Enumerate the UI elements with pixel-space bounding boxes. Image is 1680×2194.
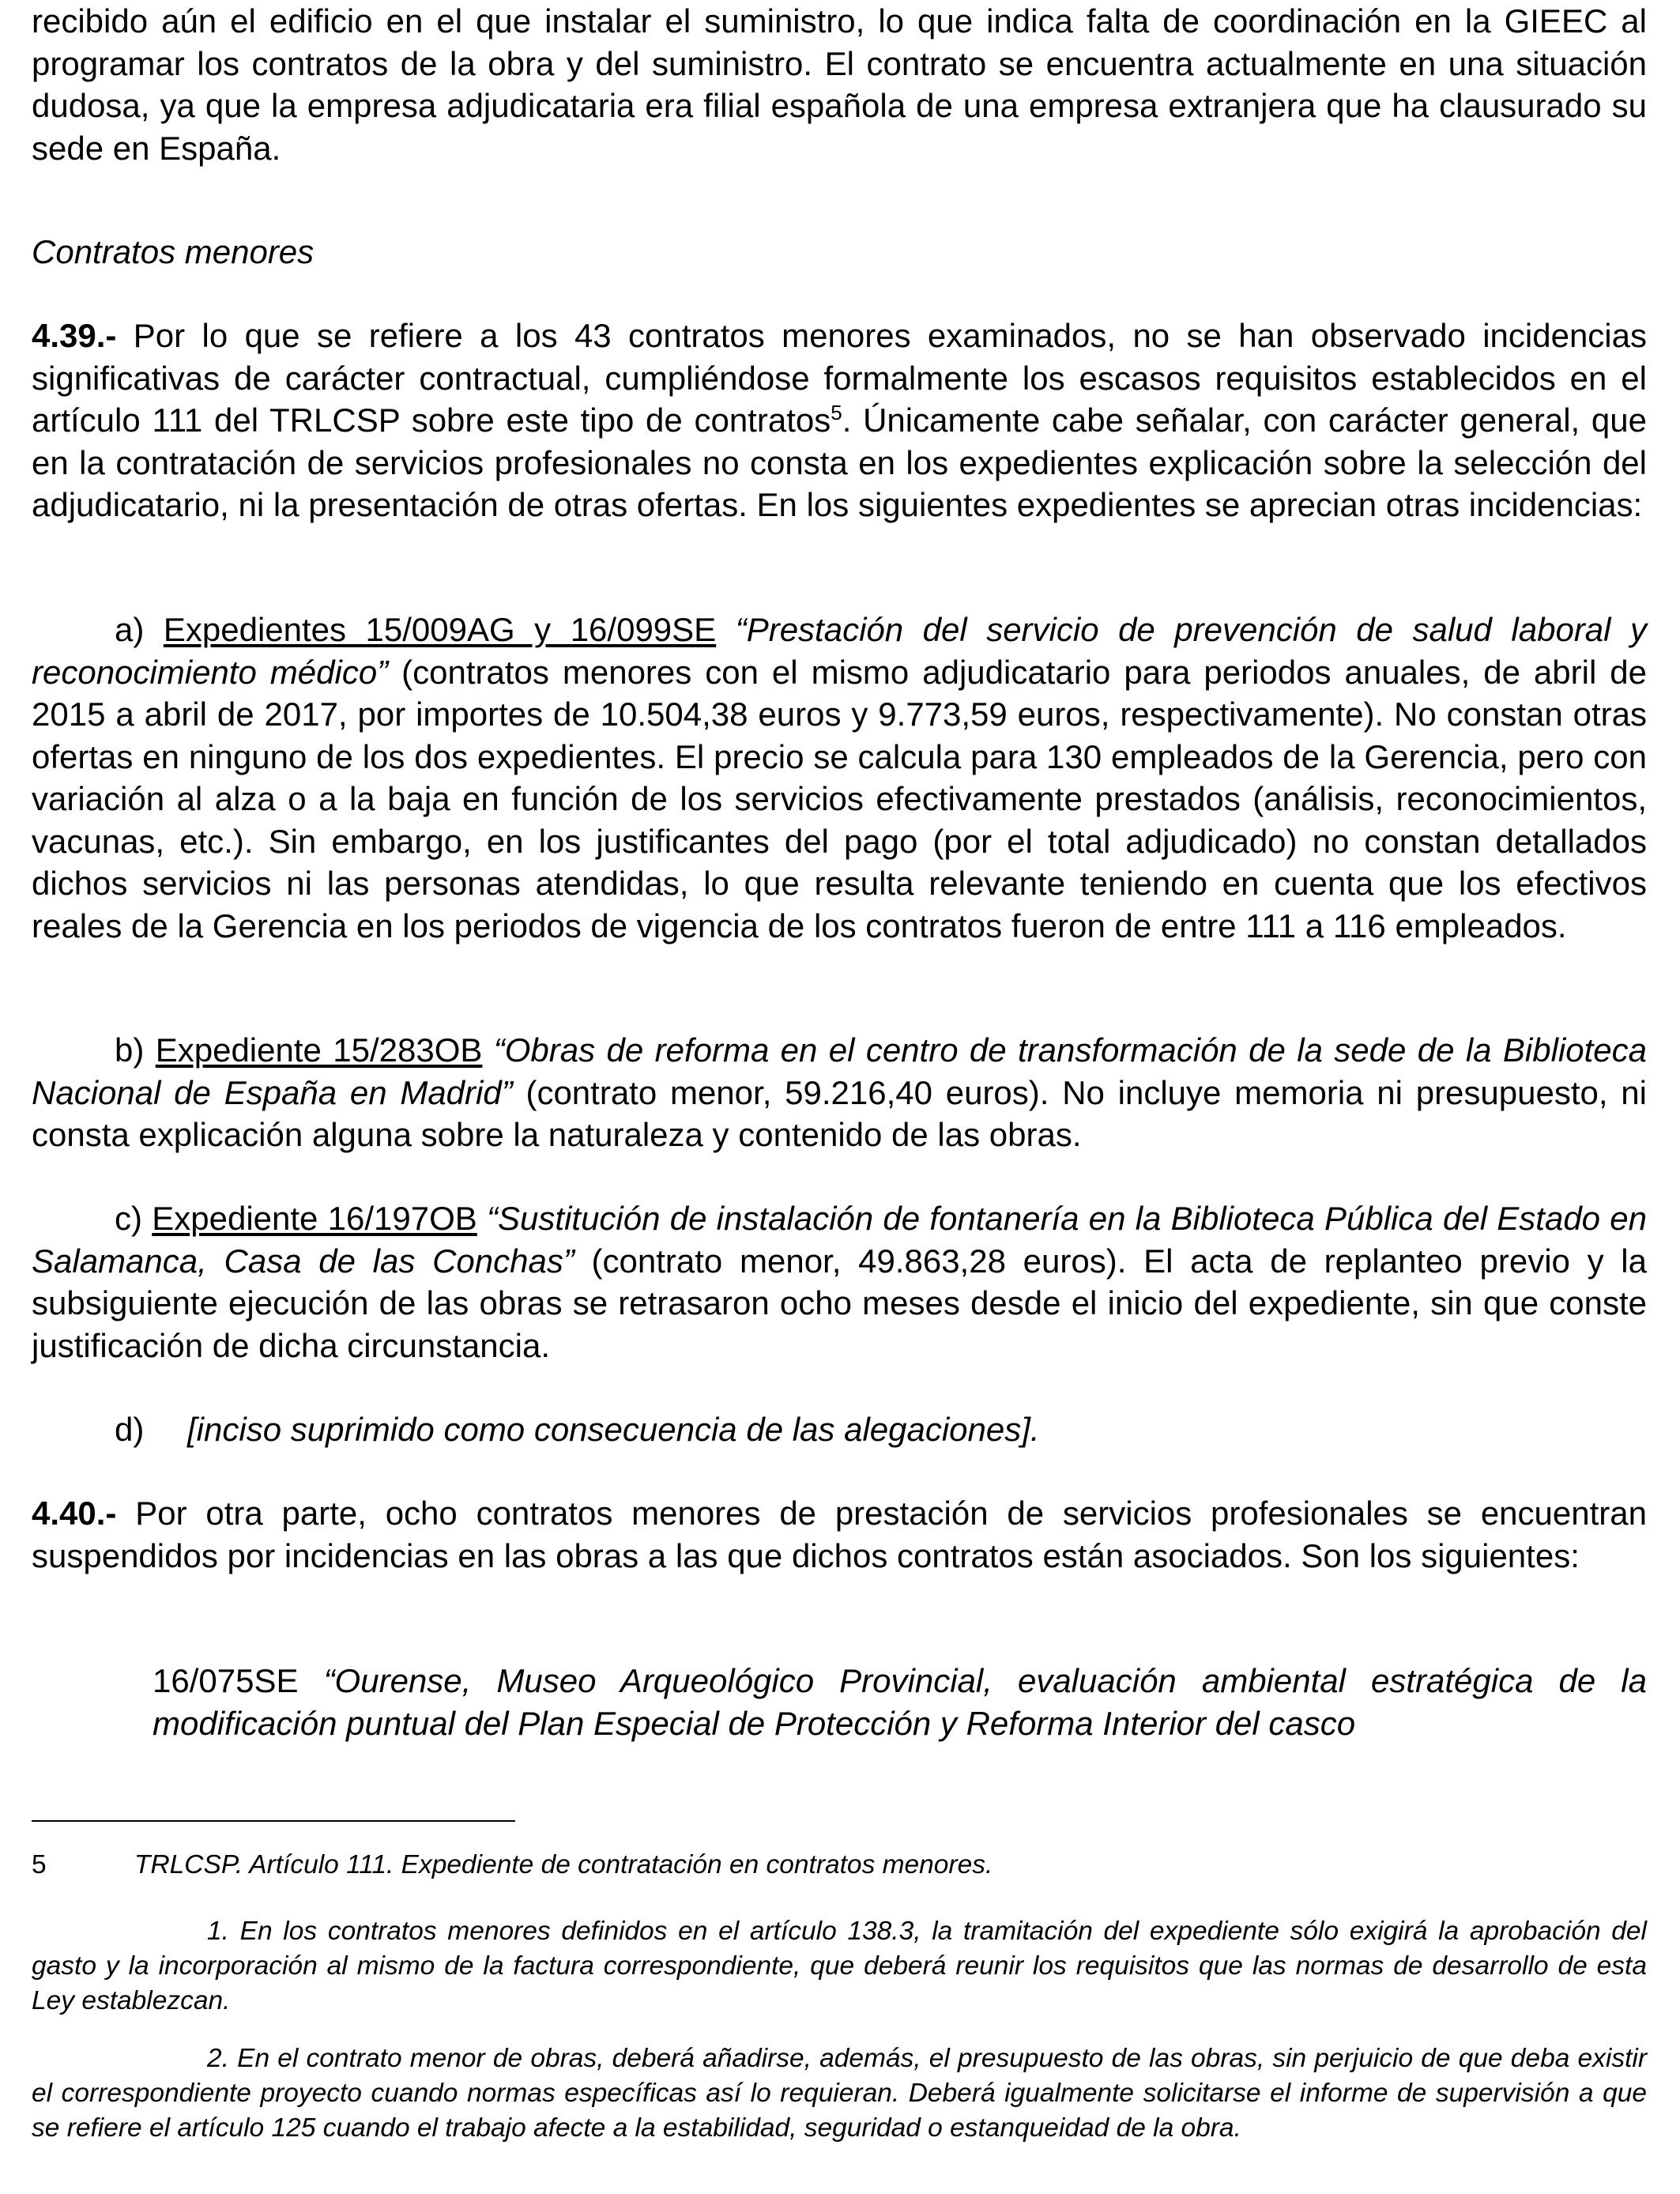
contract-quote-reference: 16/075SE: [153, 1662, 299, 1699]
footnote-paragraph-2: [32, 2041, 1647, 2146]
contract-quote: [32, 1660, 1647, 1744]
item-a-label: a): [115, 611, 164, 648]
item-c-title: “Sustitución de instalación de fontanería en la Biblioteca Pública del Estado en Salamanca, Casa de las Conchas”: [32, 1200, 1647, 1280]
item-a: [32, 609, 1647, 947]
item-a-title: “Prestación del servicio de prevención de salud laboral y reconocimiento médico”: [32, 611, 1647, 691]
item-c-text: (contrato menor, 49.863,28 euros). El acta de replanteo previo y la subsiguiente ejecución de las obras se retrasaron ocho meses desde el inicio del expediente, sin que conste justificación de dicha circunstancia.: [32, 1242, 1647, 1364]
footnote-separator: [32, 1820, 515, 1822]
item-b-label: b): [115, 1031, 156, 1069]
paragraph-intro: [32, 0, 1647, 169]
footnote-paragraph-2-text: 2. En el contrato menor de obras, deberá añadirse, además, el presupuesto de las obras, sin perjuicio de que deba existir el correspondiente proyecto cuando normas específicas así lo requieran. Deberá igualmente solicitarse el informe de supervisión a que se refiere el artículo 125 cuando el trabajo afecte a la estabilidad, seguridad o estanqueidad de la obra.: [32, 2044, 1647, 2143]
item-b-title: “Obras de reforma en el centro de transformación de la sede de la Biblioteca Nacional de España en Madrid”: [32, 1031, 1647, 1111]
item-d-label: d): [115, 1411, 145, 1448]
footnote-number: 5: [32, 1850, 47, 1879]
paragraph-4-39-number: 4.39.-: [32, 317, 117, 354]
document-page: [32, 0, 1647, 2194]
item-d-text: [inciso suprimido como consecuencia de las alegaciones].: [187, 1411, 1040, 1448]
footnote-heading: [32, 1848, 1647, 1883]
item-b: [32, 1029, 1647, 1156]
section-heading: [32, 231, 1647, 273]
paragraph-4-40: [32, 1492, 1647, 1577]
paragraph-4-40-number: 4.40.-: [32, 1495, 117, 1532]
item-b-text: (contrato menor, 59.216,40 euros). No incluye memoria ni presupuesto, ni consta explicación alguna sobre la naturaleza y contenido de las obras.: [32, 1073, 1647, 1153]
footnote-heading-text: TRLCSP. Artículo 111. Expediente de contratación en contratos menores.: [134, 1850, 993, 1879]
paragraph-4-39: [32, 315, 1647, 526]
item-a-reference: Expedientes 15/009AG y 16/099SE: [163, 611, 717, 648]
paragraph-4-39-text-2: . Únicamente cabe señalar, con carácter general, que en la contratación de servicios profesionales no consta en los expedientes explicación sobre la selección del adjudicatario, ni la presentación de otras ofertas. En los siguientes expedientes se aprecian otras incidencias:: [32, 401, 1648, 523]
item-d: [115, 1408, 1647, 1451]
contract-quote-text: “Ourense, Museo Arqueológico Provincial, evaluación ambiental estratégica de la modificación puntual del Plan Especial de Protección y Reforma Interior del casco: [153, 1662, 1647, 1742]
paragraph-4-39-text: Por lo que se refiere a los 43 contratos menores examinados, no se han observado incidencias significativas de carácter contractual, cumpliéndose formalmente los escasos requisitos establecidos en el artículo 111 del TRLCSP sobre este tipo de contratos: [32, 317, 1647, 439]
item-c-label: c): [115, 1200, 153, 1237]
item-a-text: (contratos menores con el mismo adjudicatario para periodos anuales, de abril de 2015 a abril de 2017, por importes de 10.504,38 euros y 9.773,59 euros, respectivamente). No constan otras ofertas en ninguno de los dos expedientes. El precio se calcula para 130 empleados de la Gerencia, pero con variación al alza o a la baja en función de los servicios efectivamente prestados (análisis, reconocimientos, vacunas, etc.). Sin embargo, en los justificantes del pago (por el total adjudicado) no constan detallados dichos servicios ni las personas atendidas, lo que resulta relevante teniendo en cuenta que los efectivos reales de la Gerencia en los periodos de vigencia de los contratos fueron de entre 111 a 116 empleados.: [32, 653, 1647, 944]
paragraph-intro-text: recibido aún el edificio en el que instalar el suministro, lo que indica falta de coordinación en la GIEEC al programar los contratos de la obra y del suministro. El contrato se encuentra actualmente en una situación dudosa, ya que la empresa adjudicataria era filial española de una empresa extranjera que ha clausurado su sede en España.: [32, 2, 1647, 167]
footnote-paragraph-1: [32, 1914, 1647, 2019]
item-c-reference: Expediente 16/197OB: [152, 1200, 477, 1237]
section-heading-text: Contratos menores: [32, 233, 315, 270]
footnote-paragraph-1-text: 1. En los contratos menores definidos en el artículo 138.3, la tramitación del expediente sólo exigirá la aprobación del gasto y la incorporación al mismo de la factura correspondiente, que deberá reunir los requisitos que las normas de desarrollo de esta Ley establezcan.: [32, 1917, 1647, 2015]
item-c: [32, 1197, 1647, 1367]
footnote-reference: 5: [831, 401, 842, 424]
item-b-reference: Expediente 15/283OB: [155, 1031, 483, 1069]
paragraph-4-40-text: Por otra parte, ocho contratos menores de prestación de servicios profesionales se encuentran suspendidos por incidencias en las obras a las que dichos contratos están asociados. Son los siguientes:: [32, 1495, 1647, 1574]
